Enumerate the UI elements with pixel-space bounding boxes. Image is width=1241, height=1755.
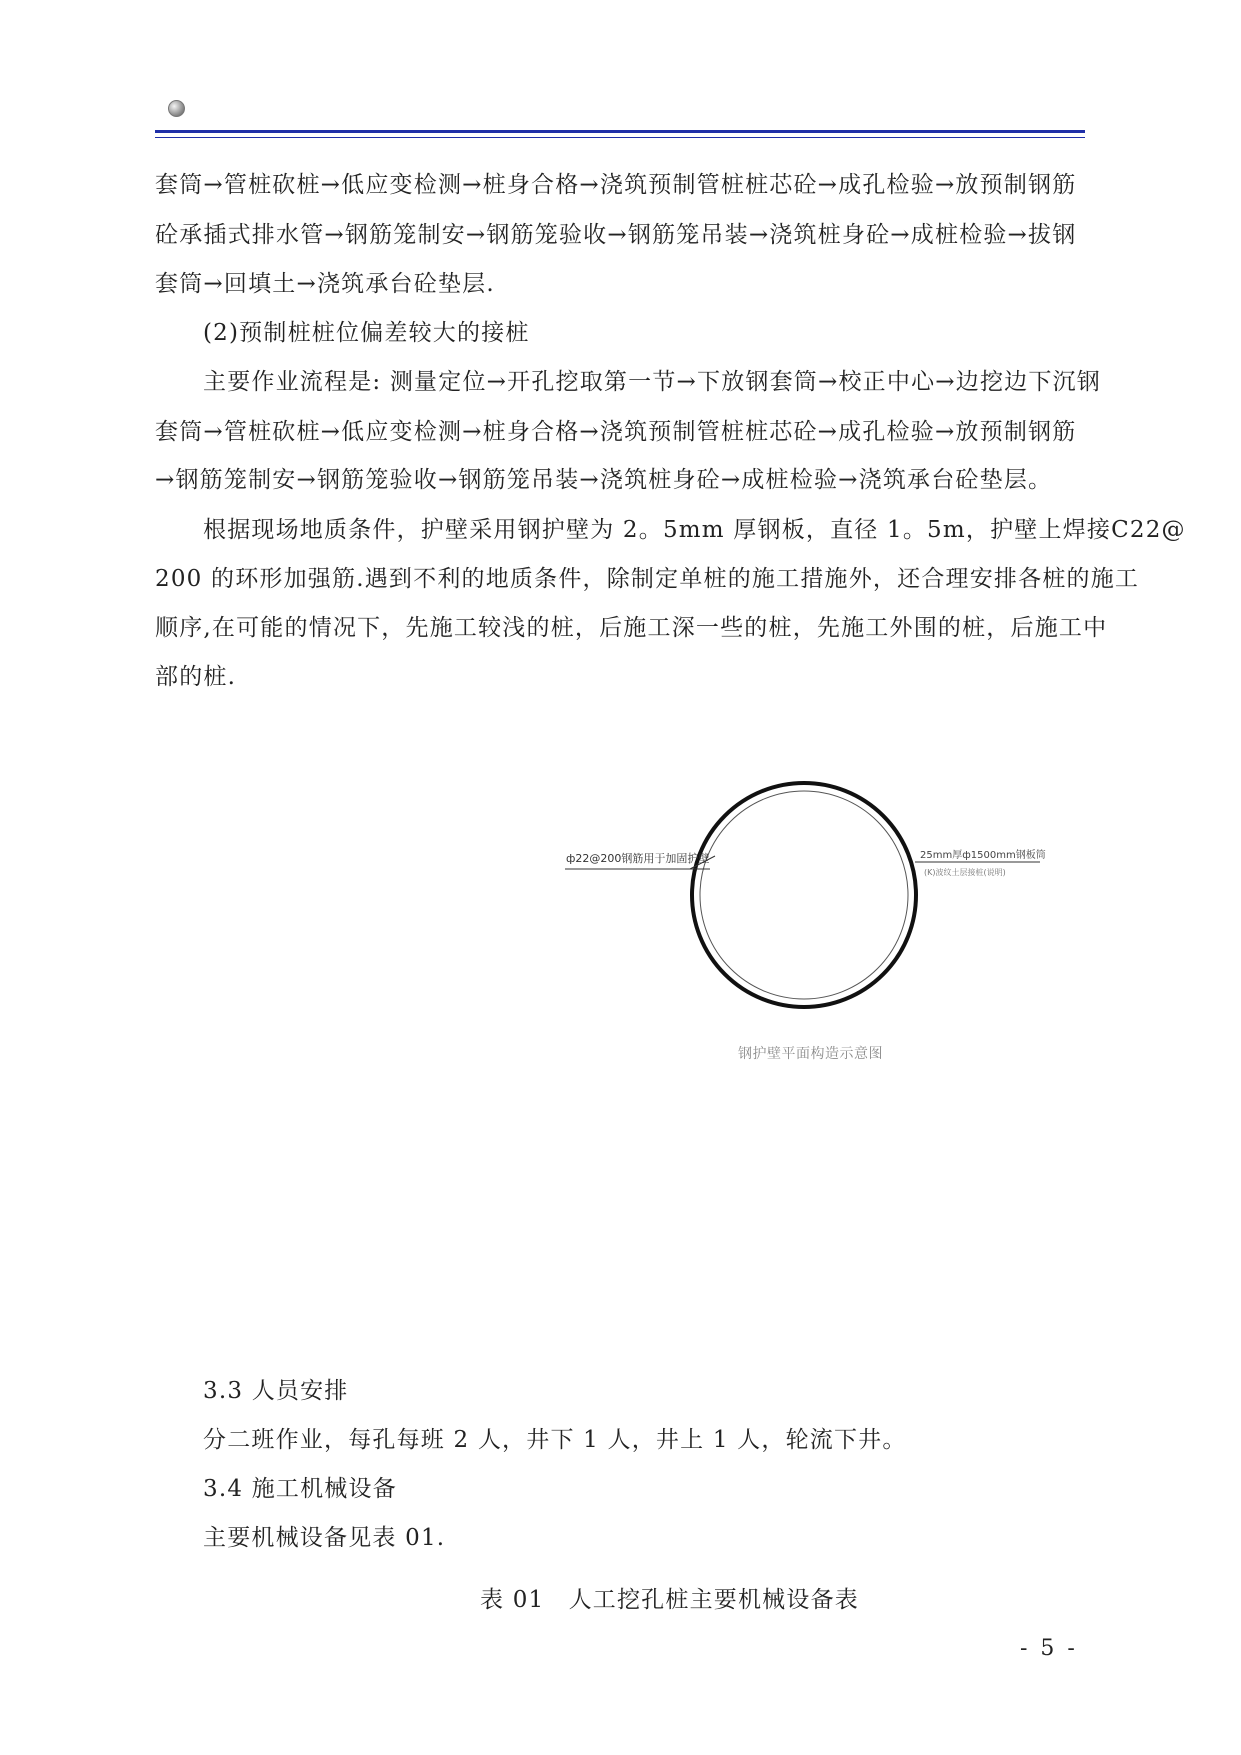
subheading-2: (2)预制桩桩位偏差较大的接桩 (203, 320, 530, 346)
paragraph-3-line-2: 200 的环形加强筋.遇到不利的地质条件，除制定单桩的施工措施外，还合理安排各桩的施工 (155, 566, 1140, 592)
paragraph-3-line-3: 顺序,在可能的情况下，先施工较浅的桩，后施工深一些的桩，先施工外围的桩，后施工中 (155, 615, 1108, 641)
header-rule-thick (155, 130, 1085, 133)
left-label: ф22@200钢筋用于加固护壁 (566, 852, 710, 865)
figure-caption: 钢护壁平面构造示意图 (738, 1046, 883, 1062)
paragraph-3-line-1: 根据现场地质条件，护壁采用钢护壁为 2。5mm 厚钢板，直径 1。5m，护壁上焊接Ⅽ22@ (203, 517, 1186, 543)
steel-casing-plan-diagram (560, 780, 1060, 1080)
right-label-line-2: (K)波纹土层接桩(说明) (924, 868, 1006, 877)
page-number: - 5 - (1020, 1636, 1078, 1661)
section-3-4-heading: 3.4 施工机械设备 (203, 1476, 397, 1502)
paragraph-2-line-3: →钢筋笼制安→钢筋笼验收→钢筋笼吊装→浇筑桩身砼→成桩检验→浇筑承台砼垫层。 (155, 467, 1053, 493)
paragraph-2-line-2: 套筒→管桩砍桩→低应变检测→桩身合格→浇筑预制管桩桩芯砼→成孔检验→放预制钢筋 (155, 419, 1077, 445)
paragraph-3-line-4: 部的桩. (155, 664, 237, 690)
steel-casing-outer-circle (692, 783, 916, 1007)
section-3-3-text: 分二班作业，每孔每班 2 人，井下 1 人，井上 1 人，轮流下井。 (203, 1427, 907, 1453)
right-label-line-1: 25mm厚ф1500mm钢板筒 (920, 850, 1046, 861)
section-3-3-heading: 3.3 人员安排 (203, 1378, 349, 1404)
paragraph-2-line-1: 主要作业流程是: 测量定位→开孔挖取第一节→下放钢套筒→校正中心→边挖边下沉钢 (203, 369, 1101, 395)
header-bullet-icon (168, 100, 185, 117)
header-rule-thin (155, 137, 1085, 138)
section-3-4-text: 主要机械设备见表 01. (203, 1525, 446, 1551)
paragraph-1-line-3: 套筒→回填土→浇筑承台砼垫层. (155, 271, 495, 297)
paragraph-1-line-1: 套筒→管桩砍桩→低应变检测→桩身合格→浇筑预制管桩桩芯砼→成孔检验→放预制钢筋 (155, 172, 1077, 198)
steel-casing-inner-circle (700, 791, 908, 999)
paragraph-1-line-2: 砼承插式排水管→钢筋笼制安→钢筋笼验收→钢筋笼吊装→浇筑桩身砼→成桩检验→拔钢 (155, 222, 1077, 248)
table-caption: 表 01 人工挖孔桩主要机械设备表 (480, 1587, 859, 1613)
